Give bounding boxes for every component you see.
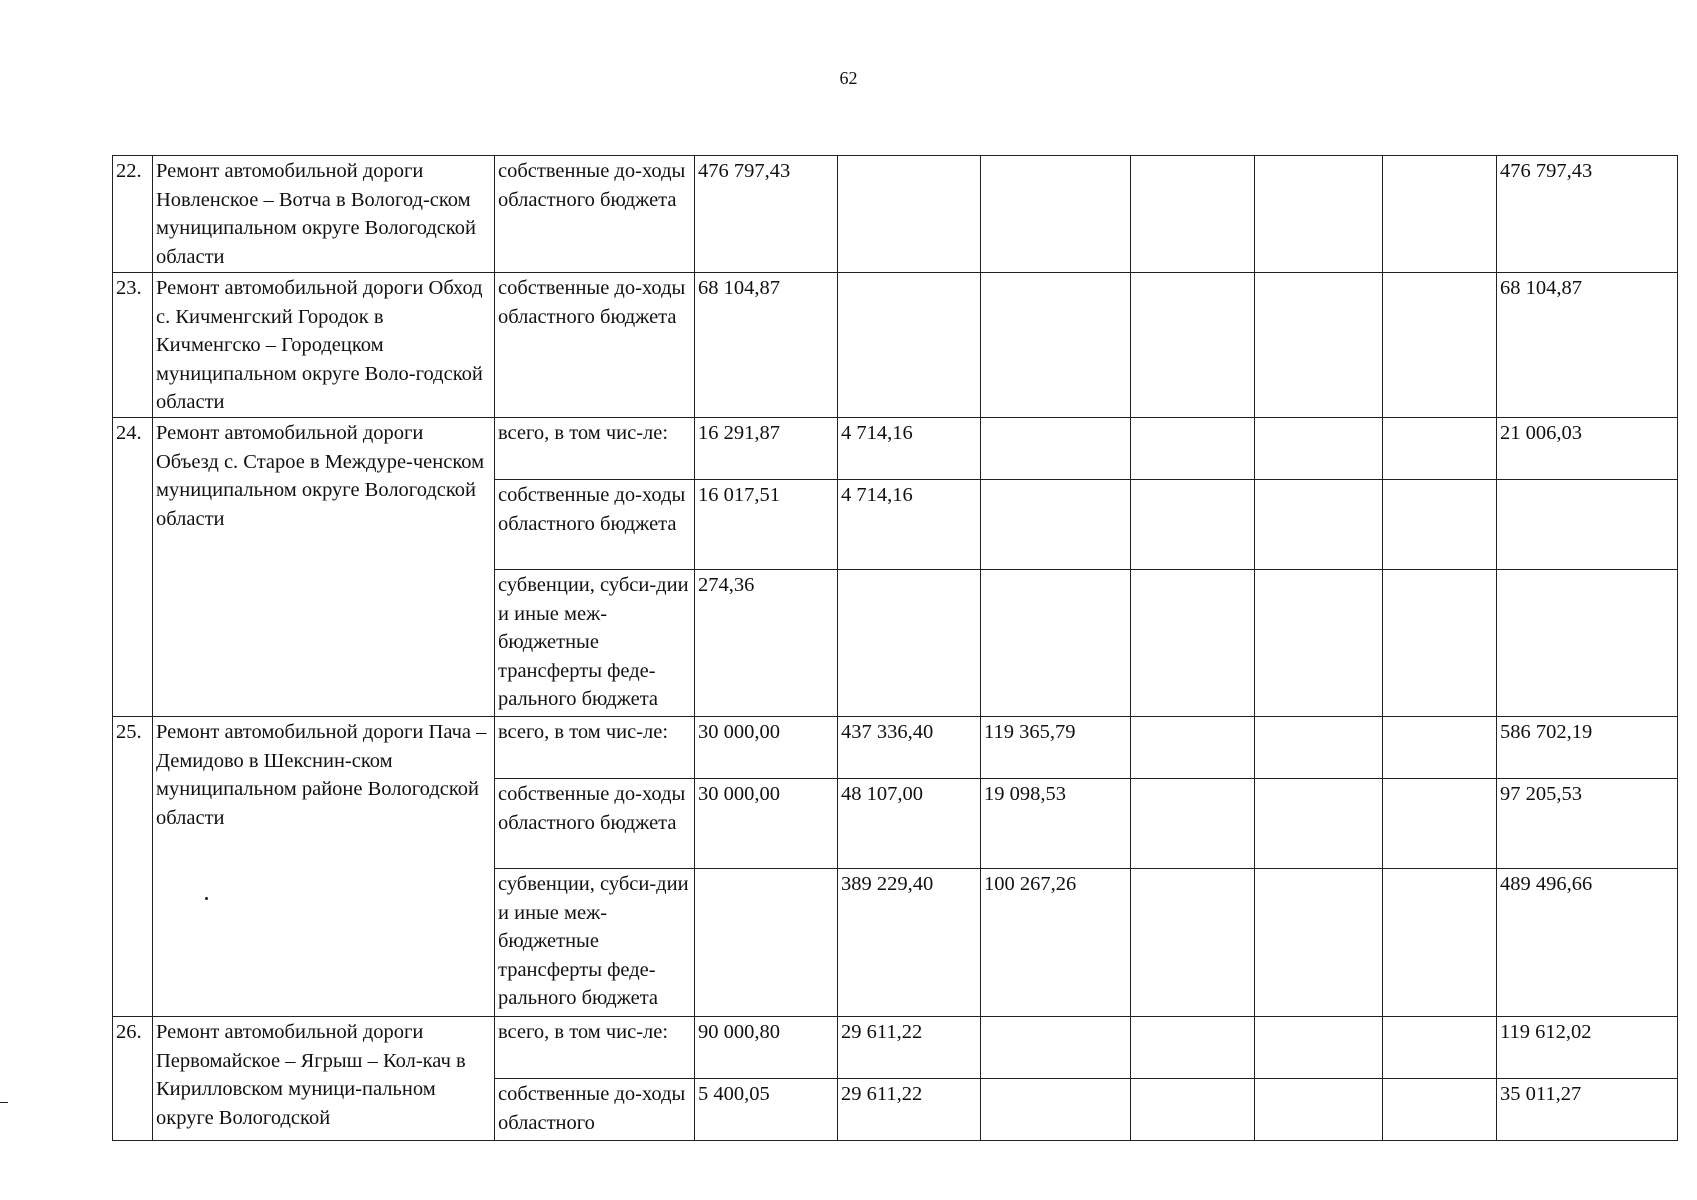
value-cell: 274,36 bbox=[695, 570, 838, 717]
funding-source: всего, в том чис-ле: bbox=[495, 418, 695, 480]
value-cell: 19 098,53 bbox=[981, 779, 1131, 869]
object-name: Ремонт автомобильной дороги Обход с. Кичменгский Городок в Кичменгско – Городецком муниципальном округе Воло-годской области bbox=[153, 273, 495, 418]
table-row bbox=[113, 273, 1678, 418]
value-cell bbox=[1383, 717, 1497, 779]
value-cell bbox=[981, 1079, 1131, 1141]
value-cell bbox=[838, 156, 981, 273]
value-cell bbox=[1383, 156, 1497, 273]
value-cell bbox=[1131, 779, 1255, 869]
value-cell bbox=[695, 869, 838, 1017]
value-cell bbox=[1131, 273, 1255, 418]
value-cell: 5 400,05 bbox=[695, 1079, 838, 1141]
value-cell bbox=[1383, 779, 1497, 869]
total-cell: 119 612,02 bbox=[1497, 1017, 1678, 1079]
value-cell bbox=[838, 570, 981, 717]
value-cell bbox=[981, 1017, 1131, 1079]
value-cell bbox=[1383, 570, 1497, 717]
value-cell bbox=[1383, 480, 1497, 570]
row-number: 23. bbox=[113, 273, 153, 418]
total-cell: 586 702,19 bbox=[1497, 717, 1678, 779]
value-cell bbox=[981, 570, 1131, 717]
total-cell: 97 205,53 bbox=[1497, 779, 1678, 869]
table-row bbox=[113, 418, 1678, 480]
object-name: Ремонт автомобильной дороги Пача – Демидово в Шекснин-ском муниципальном районе Вологодской области bbox=[153, 717, 495, 1017]
value-cell: 30 000,00 bbox=[695, 717, 838, 779]
value-cell: 119 365,79 bbox=[981, 717, 1131, 779]
total-cell: 489 496,66 bbox=[1497, 869, 1678, 1017]
row-number: 25. bbox=[113, 717, 153, 1017]
value-cell bbox=[1255, 156, 1383, 273]
funding-source: собственные до-ходы областного бюджета bbox=[495, 156, 695, 273]
object-name: Ремонт автомобильной дороги Новленское – Вотча в Вологод-ском муниципальном округе Вологодской области bbox=[153, 156, 495, 273]
value-cell bbox=[981, 418, 1131, 480]
funding-source: всего, в том чис-ле: bbox=[495, 717, 695, 779]
value-cell: 30 000,00 bbox=[695, 779, 838, 869]
value-cell: 48 107,00 bbox=[838, 779, 981, 869]
funding-source: собственные до-ходы областного бюджета bbox=[495, 273, 695, 418]
value-cell bbox=[1131, 1079, 1255, 1141]
total-cell: 35 011,27 bbox=[1497, 1079, 1678, 1141]
value-cell: 100 267,26 bbox=[981, 869, 1131, 1017]
value-cell bbox=[1383, 418, 1497, 480]
value-cell bbox=[1255, 717, 1383, 779]
value-cell: 16 017,51 bbox=[695, 480, 838, 570]
value-cell bbox=[1131, 480, 1255, 570]
funding-source: собственные до-ходы областного bbox=[495, 1079, 695, 1141]
table-row bbox=[113, 156, 1678, 273]
row-number: 26. bbox=[113, 1017, 153, 1141]
budget-table bbox=[112, 155, 1678, 1141]
value-cell: 437 336,40 bbox=[838, 717, 981, 779]
value-cell: 16 291,87 bbox=[695, 418, 838, 480]
value-cell bbox=[1255, 418, 1383, 480]
value-cell bbox=[1383, 1017, 1497, 1079]
scan-margin-mark bbox=[0, 1102, 8, 1103]
value-cell: 4 714,16 bbox=[838, 418, 981, 480]
total-cell: 21 006,03 bbox=[1497, 418, 1678, 480]
total-cell bbox=[1497, 570, 1678, 717]
value-cell bbox=[1131, 418, 1255, 480]
value-cell bbox=[1255, 1079, 1383, 1141]
value-cell: 389 229,40 bbox=[838, 869, 981, 1017]
value-cell bbox=[1383, 273, 1497, 418]
funding-source: всего, в том чис-ле: bbox=[495, 1017, 695, 1079]
value-cell bbox=[1255, 869, 1383, 1017]
funding-source: субвенции, субси-дии и иные меж-бюджетные трансферты феде-рального бюджета bbox=[495, 570, 695, 717]
value-cell bbox=[1255, 779, 1383, 869]
table-row bbox=[113, 717, 1678, 779]
funding-source: субвенции, субси-дии и иные меж-бюджетные трансферты феде-рального бюджета bbox=[495, 869, 695, 1017]
value-cell: 476 797,43 bbox=[695, 156, 838, 273]
row-number: 24. bbox=[113, 418, 153, 717]
value-cell bbox=[838, 273, 981, 418]
scan-dot-mark bbox=[205, 897, 208, 900]
value-cell bbox=[1255, 1017, 1383, 1079]
object-name: Ремонт автомобильной дороги Объезд с. Старое в Междуре-ченском муниципальном округе Вологодской области bbox=[153, 418, 495, 717]
value-cell bbox=[1383, 869, 1497, 1017]
object-name: Ремонт автомобильной дороги Первомайское – Ягрыш – Кол-кач в Кирилловском муници-пальном округе Вологодской bbox=[153, 1017, 495, 1141]
value-cell bbox=[981, 273, 1131, 418]
value-cell bbox=[1131, 869, 1255, 1017]
page-number: 62 bbox=[839, 68, 858, 88]
value-cell: 90 000,80 bbox=[695, 1017, 838, 1079]
value-cell: 29 611,22 bbox=[838, 1079, 981, 1141]
funding-source: собственные до-ходы областного бюджета bbox=[495, 779, 695, 869]
table-row bbox=[113, 1017, 1678, 1079]
value-cell bbox=[1131, 570, 1255, 717]
funding-source: собственные до-ходы областного бюджета bbox=[495, 480, 695, 570]
total-cell: 476 797,43 bbox=[1497, 156, 1678, 273]
value-cell bbox=[1131, 1017, 1255, 1079]
total-cell bbox=[1497, 480, 1678, 570]
value-cell bbox=[1131, 156, 1255, 273]
value-cell bbox=[1131, 717, 1255, 779]
value-cell bbox=[1255, 480, 1383, 570]
value-cell: 68 104,87 bbox=[695, 273, 838, 418]
value-cell bbox=[981, 480, 1131, 570]
value-cell bbox=[981, 156, 1131, 273]
value-cell: 4 714,16 bbox=[838, 480, 981, 570]
value-cell bbox=[1383, 1079, 1497, 1141]
value-cell bbox=[1255, 273, 1383, 418]
value-cell: 29 611,22 bbox=[838, 1017, 981, 1079]
row-number: 22. bbox=[113, 156, 153, 273]
value-cell bbox=[1255, 570, 1383, 717]
total-cell: 68 104,87 bbox=[1497, 273, 1678, 418]
